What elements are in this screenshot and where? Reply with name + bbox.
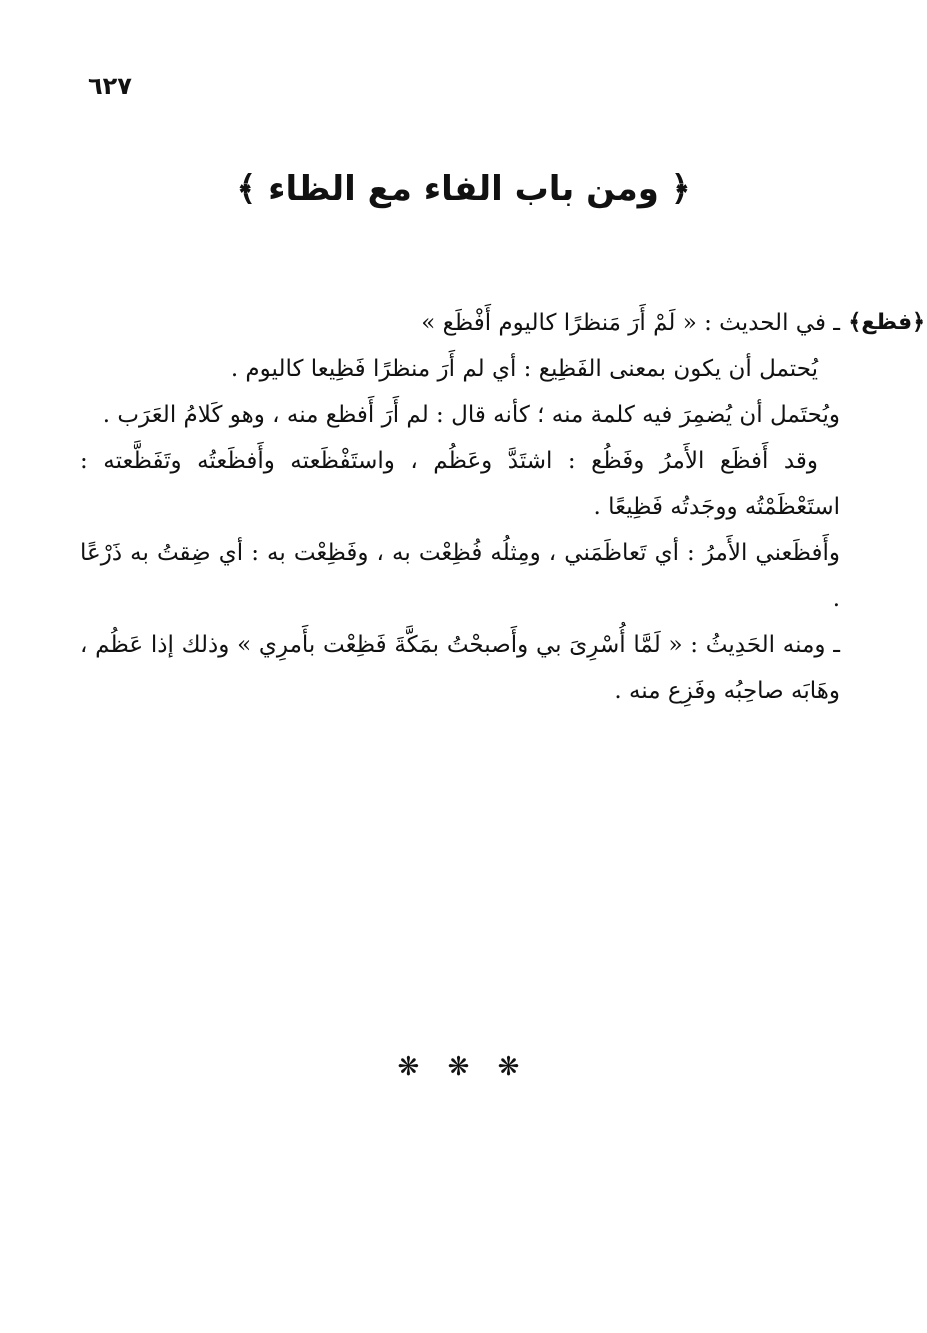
chapter-title: ﴿ ومن باب الفاء مع الظاء ﴾ [236, 169, 691, 209]
entry-paragraph: ويُحتَمل أن يُضمِرَ فيه كلمة منه ؛ كأنه قال : لم أَرَ أَفظع منه ، وهو كَلامُ العَرَب . [102, 402, 840, 428]
entry-paragraph: ـ ومنه الحَدِيثُ : « لَمَّا أُسْرِىَ بي وأَصبحْتُ بمَكَّةَ فَظِعْت بأَمرِي » وذلك إذا عَظُم ، وهَابَه صاحِبُه وفَزِع منه . [80, 632, 840, 704]
entry-paragraph: ـ في الحديث : « لَمْ أَرَ مَنظرًا كاليوم أَفْظَع » [421, 310, 840, 336]
entry-paragraph: يُحتمل أن يكون بمعنى الفَظِيع : أي لم أَرَ منظرًا فَظِيعا كاليوم . [230, 356, 818, 382]
page-number: ٦٢٧ [88, 72, 132, 100]
entry-paragraph: وقد أَفظَع الأَمرُ وفَظُع : اشتَدَّ وعَظُم ، واستَفْظَعته وأَفظَعتُه وتَفَظَّعته : استَعْظَمْتُه ووجَدتُه فَظِيعًا . [80, 448, 840, 520]
section-separator-asterisks: ❋ ❋ ❋ [397, 1052, 530, 1082]
entry-headword: ﴿فظع﴾ [848, 310, 925, 335]
dictionary-entry [80, 300, 925, 714]
entry-paragraph: وأَفظَعني الأَمرُ : أي تَعاظَمَني ، ومِثلُه فُظِعْت به ، وفَظِعْت به : أي ضِقتُ به ذَرْعًا . [80, 540, 840, 612]
